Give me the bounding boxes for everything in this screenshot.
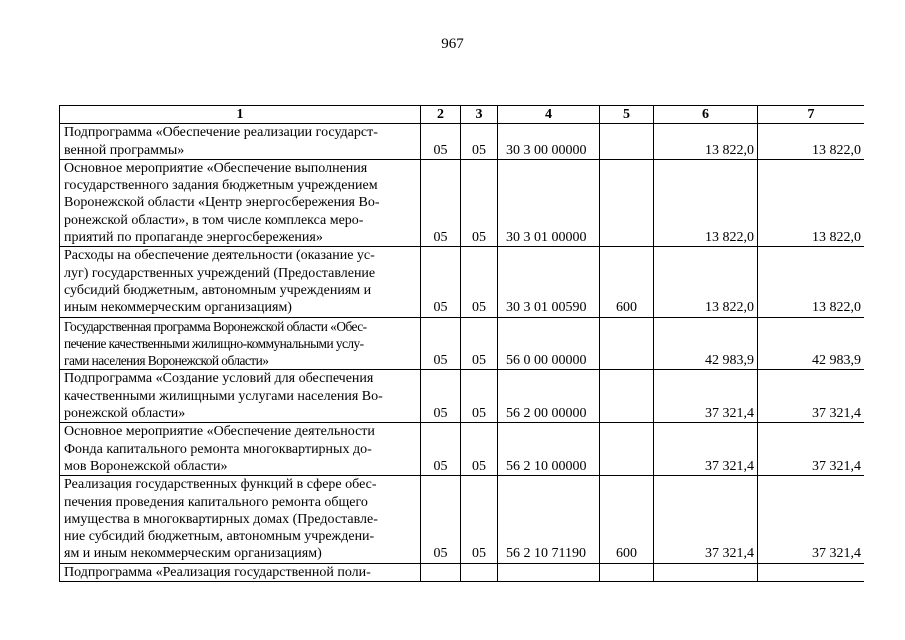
row-description: [60, 370, 421, 423]
section-code: 05: [421, 159, 461, 246]
amount-col-6: 13 822,0: [654, 159, 758, 246]
description-line: качественными жилищными услугами населения Во-: [64, 388, 383, 404]
table-row: [60, 563, 865, 581]
target-article-code: 56 0 00 00000: [498, 317, 600, 370]
section-code: 05: [421, 423, 461, 476]
section-code: 05: [421, 476, 461, 563]
expense-type-code: [600, 159, 654, 246]
expense-type-code: [600, 563, 654, 581]
description-line: луг) государственных учреждений (Предоставление: [64, 265, 376, 281]
description-line: Подпрограмма «Создание условий для обеспечения: [64, 371, 374, 387]
amount-col-6: 37 321,4: [654, 423, 758, 476]
section-code: 05: [421, 247, 461, 317]
table-row: [60, 159, 865, 246]
table-row: [60, 124, 865, 160]
budget-table: [59, 105, 864, 582]
description-line: печение качественными жилищно-коммунальными услу-: [64, 335, 364, 351]
description-line: государственного задания бюджетным учреждением: [64, 178, 378, 194]
subsection-code: 05: [461, 317, 498, 370]
description-line: Основное мероприятие «Обеспечение выполнения: [64, 160, 368, 176]
amount-col-6: 13 822,0: [654, 124, 758, 160]
amount-col-6: 37 321,4: [654, 476, 758, 563]
expense-type-code: 600: [600, 476, 654, 563]
description-line: Расходы на обеспечение деятельности (оказание ус-: [64, 248, 375, 264]
header-col-7: 7: [758, 106, 865, 124]
page-number: 967: [441, 36, 464, 52]
subsection-code: 05: [461, 370, 498, 423]
expense-type-code: [600, 370, 654, 423]
target-article-code: [498, 563, 600, 581]
section-code: 05: [421, 370, 461, 423]
amount-col-6: 37 321,4: [654, 370, 758, 423]
amount-col-7: 37 321,4: [758, 423, 865, 476]
description-line: Воронежской области «Центр энергосбережения Во-: [64, 195, 380, 211]
description-line: Подпрограмма «Реализация государственной поли-: [64, 564, 371, 580]
table-body: [60, 124, 865, 582]
description-line: Государственная программа Воронежской области «Обес-: [64, 318, 367, 334]
description-line: ям и иным некоммерческим организациям): [64, 546, 322, 562]
expense-type-code: [600, 317, 654, 370]
header-col-6: 6: [654, 106, 758, 124]
expense-type-code: [600, 423, 654, 476]
table-row: [60, 423, 865, 476]
subsection-code: 05: [461, 247, 498, 317]
header-col-5: 5: [600, 106, 654, 124]
row-description: [60, 476, 421, 563]
amount-col-7: 13 822,0: [758, 124, 865, 160]
row-description: [60, 423, 421, 476]
amount-col-6: 13 822,0: [654, 247, 758, 317]
section-code: [421, 563, 461, 581]
amount-col-7: [758, 563, 865, 581]
target-article-code: 56 2 10 71190: [498, 476, 600, 563]
subsection-code: 05: [461, 423, 498, 476]
table-row: [60, 317, 865, 370]
row-description: [60, 563, 421, 581]
row-description: [60, 159, 421, 246]
description-line: Фонда капитального ремонта многоквартирных до-: [64, 441, 372, 457]
section-code: 05: [421, 124, 461, 160]
description-line: приятий по пропаганде энергосбережения»: [64, 230, 323, 246]
description-line: венной программы»: [64, 142, 185, 158]
subsection-code: 05: [461, 124, 498, 160]
budget-table-container: [59, 105, 864, 640]
amount-col-7: 42 983,9: [758, 317, 865, 370]
section-code: 05: [421, 317, 461, 370]
table-row: [60, 370, 865, 423]
amount-col-7: 13 822,0: [758, 247, 865, 317]
description-line: мов Воронежской области»: [64, 458, 228, 474]
header-col-3: 3: [461, 106, 498, 124]
table-row: [60, 247, 865, 317]
header-col-2: 2: [421, 106, 461, 124]
header-col-1: 1: [60, 106, 421, 124]
description-line: ронежской области», в том числе комплекса меро-: [64, 212, 364, 228]
description-line: имущества в многоквартирных домах (Предоставле-: [64, 511, 378, 527]
description-line: гами населения Воронежской области»: [64, 353, 269, 369]
target-article-code: 30 3 01 00000: [498, 159, 600, 246]
subsection-code: 05: [461, 476, 498, 563]
row-description: [60, 247, 421, 317]
description-line: ронежской области»: [64, 406, 186, 422]
target-article-code: 30 3 01 00590: [498, 247, 600, 317]
row-description: [60, 317, 421, 370]
subsection-code: 05: [461, 159, 498, 246]
amount-col-7: 37 321,4: [758, 476, 865, 563]
target-article-code: 30 3 00 00000: [498, 124, 600, 160]
amount-col-6: 42 983,9: [654, 317, 758, 370]
description-line: печения проведения капитального ремонта общего: [64, 494, 368, 510]
header-col-4: 4: [498, 106, 600, 124]
table-row: [60, 476, 865, 563]
target-article-code: 56 2 00 00000: [498, 370, 600, 423]
amount-col-6: [654, 563, 758, 581]
description-line: Реализация государственных функций в сфере обес-: [64, 477, 377, 493]
subsection-code: [461, 563, 498, 581]
header-row: [60, 106, 865, 124]
description-line: субсидий бюджетным, автономным учреждениям и: [64, 282, 372, 298]
expense-type-code: 600: [600, 247, 654, 317]
description-line: ние субсидий бюджетным, автономным учреждени-: [64, 529, 375, 545]
row-description: [60, 124, 421, 160]
amount-col-7: 13 822,0: [758, 159, 865, 246]
amount-col-7: 37 321,4: [758, 370, 865, 423]
description-line: иным некоммерческим организациям): [64, 300, 292, 316]
target-article-code: 56 2 10 00000: [498, 423, 600, 476]
description-line: Основное мероприятие «Обеспечение деятельности: [64, 424, 375, 440]
description-line: Подпрограмма «Обеспечение реализации государст-: [64, 125, 378, 141]
expense-type-code: [600, 124, 654, 160]
